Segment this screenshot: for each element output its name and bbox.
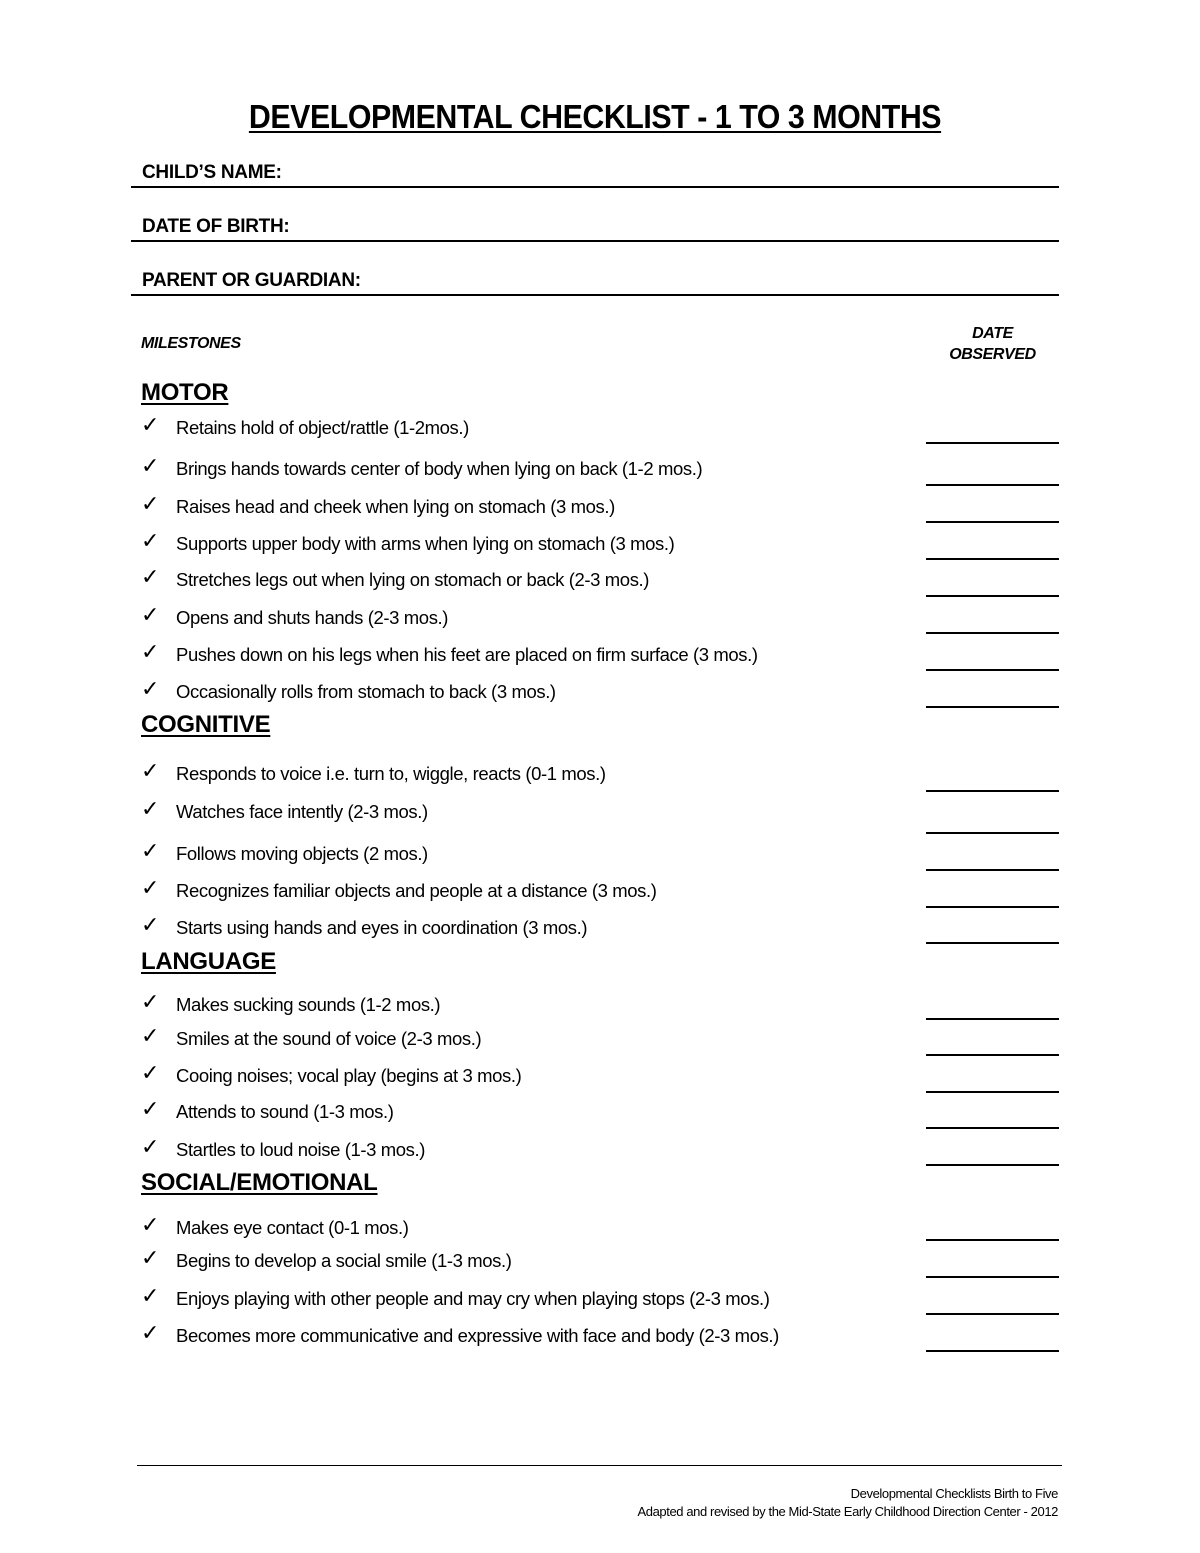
list-item (141, 1246, 901, 1276)
checkmark-icon: ✓ (141, 990, 160, 1015)
parent-guardian-field[interactable] (131, 266, 1059, 296)
checkmark-icon: ✓ (141, 759, 160, 784)
date-observed-line[interactable] (926, 790, 1059, 792)
milestone-text: Supports upper body with arms when lying on stomach (3 mos.) (176, 533, 675, 554)
milestones-column-header: MILESTONES (141, 335, 241, 352)
date-observed-line[interactable] (926, 442, 1059, 444)
checkmark-icon: ✓ (141, 1321, 160, 1346)
list-item (141, 492, 901, 522)
milestone-text: Cooing noises; vocal play (begins at 3 mos.) (176, 1065, 522, 1086)
date-observed-line[interactable] (926, 1127, 1059, 1129)
date-observed-line[interactable] (926, 595, 1059, 597)
milestone-text: Responds to voice i.e. turn to, wiggle, reacts (0-1 mos.) (176, 763, 606, 784)
milestone-text: Startles to loud noise (1-3 mos.) (176, 1139, 425, 1160)
date-observed-line[interactable] (926, 869, 1059, 871)
date-observed-line[interactable] (926, 484, 1059, 486)
list-item (141, 1024, 901, 1054)
list-item (141, 529, 901, 559)
checkmark-icon: ✓ (141, 876, 160, 901)
list-item (141, 876, 901, 906)
milestone-text: Opens and shuts hands (2-3 mos.) (176, 607, 449, 628)
date-observed-line[interactable] (926, 1239, 1059, 1241)
checkmark-icon: ✓ (141, 1135, 160, 1160)
milestone-text: Brings hands towards center of body when lying on back (1-2 mos.) (176, 458, 703, 479)
date-observed-line[interactable] (926, 632, 1059, 634)
date-observed-line[interactable] (926, 832, 1059, 834)
list-item (141, 565, 901, 595)
milestone-text: Smiles at the sound of voice (2-3 mos.) (176, 1028, 482, 1049)
list-item (141, 1061, 901, 1091)
list-item (141, 797, 901, 827)
milestone-text: Occasionally rolls from stomach to back (3 mos.) (176, 681, 556, 702)
date-header-line1: DATE (972, 325, 1013, 342)
milestone-text: Recognizes familiar objects and people at a distance (3 mos.) (176, 880, 657, 901)
list-item (141, 913, 901, 943)
date-observed-line[interactable] (926, 1350, 1059, 1352)
milestone-text: Begins to develop a social smile (1-3 mos.) (176, 1250, 512, 1271)
checkmark-icon: ✓ (141, 1213, 160, 1238)
child-name-field[interactable] (131, 158, 1059, 188)
checkmark-icon: ✓ (141, 677, 160, 702)
date-observed-line[interactable] (926, 1164, 1059, 1166)
checkmark-icon: ✓ (141, 492, 160, 517)
list-item (141, 1097, 901, 1127)
list-item (141, 640, 901, 670)
milestone-text: Enjoys playing with other people and may cry when playing stops (2-3 mos.) (176, 1288, 770, 1309)
page-title: DEVELOPMENTAL CHECKLIST - 1 TO 3 MONTHS (248, 98, 942, 135)
list-item (141, 1213, 901, 1243)
date-of-birth-field[interactable] (131, 212, 1059, 242)
list-item (141, 1321, 901, 1351)
milestone-text: Follows moving objects (2 mos.) (176, 843, 428, 864)
section-heading-cognitive: COGNITIVE (141, 711, 271, 738)
date-observed-line[interactable] (926, 1313, 1059, 1315)
date-observed-line[interactable] (926, 1276, 1059, 1278)
date-of-birth-label: DATE OF BIRTH: (142, 216, 290, 237)
section-heading-social-emotional: SOCIAL/EMOTIONAL (141, 1169, 378, 1196)
milestone-text: Watches face intently (2-3 mos.) (176, 801, 428, 822)
date-observed-line[interactable] (926, 1091, 1059, 1093)
milestone-text: Makes sucking sounds (1-2 mos.) (176, 994, 441, 1015)
checkmark-icon: ✓ (141, 839, 160, 864)
checkmark-icon: ✓ (141, 640, 160, 665)
date-observed-line[interactable] (926, 1054, 1059, 1056)
date-header-line2: OBSERVED (949, 346, 1036, 363)
milestone-text: Attends to sound (1-3 mos.) (176, 1101, 394, 1122)
date-observed-line[interactable] (926, 906, 1059, 908)
checkmark-icon: ✓ (141, 1024, 160, 1049)
checkmark-icon: ✓ (141, 413, 160, 438)
milestone-text: Becomes more communicative and expressive with face and body (2-3 mos.) (176, 1325, 779, 1346)
date-observed-line[interactable] (926, 558, 1059, 560)
footer-divider (137, 1465, 1062, 1466)
checkmark-icon: ✓ (141, 1284, 160, 1309)
milestone-text: Makes eye contact (0-1 mos.) (176, 1217, 409, 1238)
milestone-text: Retains hold of object/rattle (1-2mos.) (176, 417, 469, 438)
date-observed-line[interactable] (926, 1018, 1059, 1020)
list-item (141, 1284, 901, 1314)
list-item (141, 1135, 901, 1165)
parent-guardian-label: PARENT OR GUARDIAN: (142, 270, 361, 291)
date-observed-column-header (930, 323, 1055, 365)
footer-line-2: Adapted and revised by the Mid-State Early Childhood Direction Center - 2012 (637, 1504, 1058, 1519)
date-observed-line[interactable] (926, 942, 1059, 944)
checkmark-icon: ✓ (141, 1061, 160, 1086)
date-observed-line[interactable] (926, 521, 1059, 523)
checkmark-icon: ✓ (141, 565, 160, 590)
child-name-label: CHILD’S NAME: (142, 162, 282, 183)
milestone-text: Starts using hands and eyes in coordination (3 mos.) (176, 917, 588, 938)
date-observed-line[interactable] (926, 669, 1059, 671)
checkmark-icon: ✓ (141, 454, 160, 479)
list-item (141, 759, 901, 789)
list-item (141, 413, 901, 443)
date-observed-line[interactable] (926, 706, 1059, 708)
checkmark-icon: ✓ (141, 1097, 160, 1122)
section-heading-language: LANGUAGE (141, 948, 276, 975)
milestone-text: Stretches legs out when lying on stomach or back (2-3 mos.) (176, 569, 650, 590)
list-item (141, 454, 901, 484)
checkmark-icon: ✓ (141, 603, 160, 628)
checkmark-icon: ✓ (141, 913, 160, 938)
list-item (141, 677, 901, 707)
section-heading-motor: MOTOR (141, 379, 229, 406)
checkmark-icon: ✓ (141, 1246, 160, 1271)
checkmark-icon: ✓ (141, 797, 160, 822)
checkmark-icon: ✓ (141, 529, 160, 554)
list-item (141, 990, 901, 1020)
footer-line-1: Developmental Checklists Birth to Five (850, 1486, 1058, 1501)
milestone-text: Raises head and cheek when lying on stomach (3 mos.) (176, 496, 615, 517)
milestone-text: Pushes down on his legs when his feet are placed on firm surface (3 mos.) (176, 644, 758, 665)
list-item (141, 603, 901, 633)
list-item (141, 839, 901, 869)
